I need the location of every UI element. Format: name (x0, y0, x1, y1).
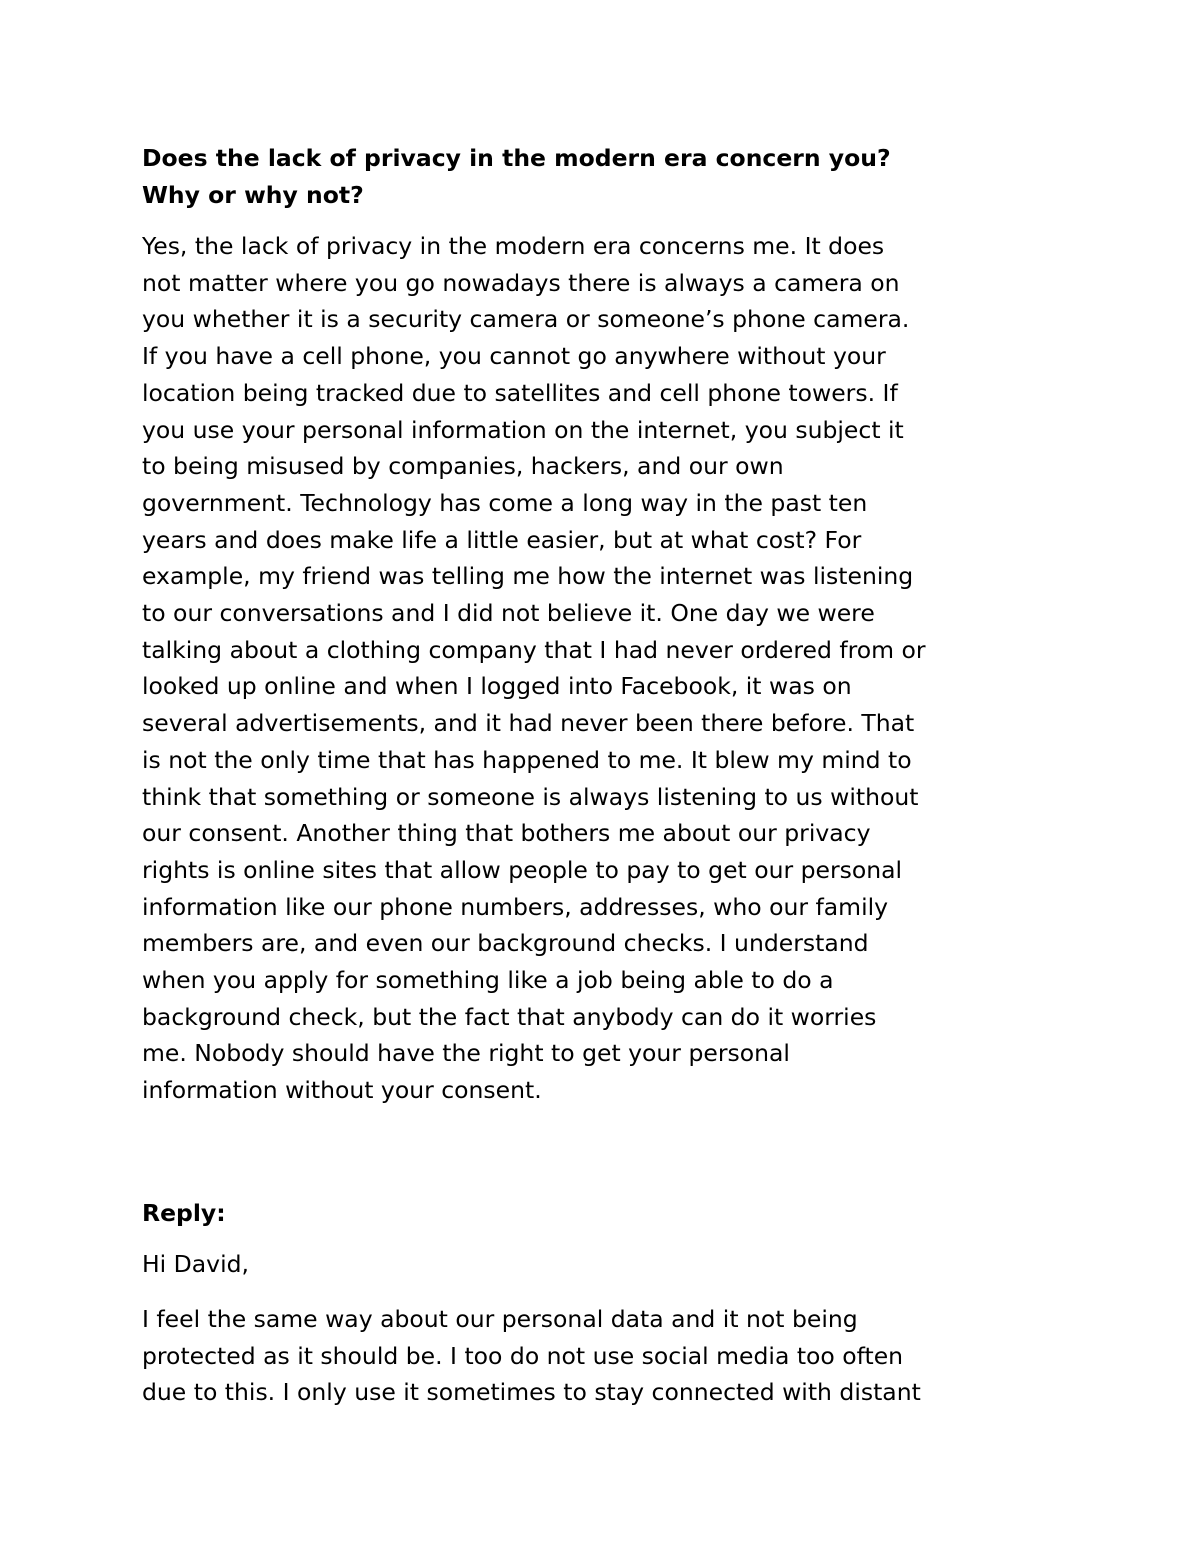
reply-line: I feel the same way about our personal data and it not being (142, 1304, 858, 1333)
answer-line: me. Nobody should have the right to get your personal (142, 1039, 790, 1068)
answer-line: think that something or someone is always listening to us without (142, 782, 919, 811)
answer-line: location being tracked due to satellites and cell phone towers. If (142, 378, 898, 407)
reply-paragraph (142, 1301, 1082, 1411)
reply-greeting: Hi David, (142, 1249, 249, 1278)
question-line: Why or why not? (142, 181, 364, 209)
answer-line: you use your personal information on the internet, you subject it (142, 415, 904, 444)
answer-line: not matter where you go nowadays there is always a camera on (142, 268, 900, 297)
answer-line: several advertisements, and it had never been there before. That (142, 709, 915, 738)
answer-line: to being misused by companies, hackers, and our own (142, 452, 784, 481)
reply-line: due to this. I only use it sometimes to stay connected with distant (142, 1378, 921, 1407)
document-body (142, 140, 1082, 1411)
answer-line: Yes, the lack of privacy in the modern era concerns me. It does (142, 232, 885, 260)
answer-line: information without your consent. (142, 1076, 542, 1105)
answer-line: is not the only time that has happened to me. It blew my mind to (142, 745, 912, 774)
answer-line: rights is online sites that allow people to pay to get our personal (142, 855, 903, 884)
answer-paragraph (142, 228, 1082, 1109)
answer-line: to our conversations and I did not believe it. One day we were (142, 599, 875, 628)
answer-line: example, my friend was telling me how the internet was listening (142, 562, 914, 591)
answer-line: talking about a clothing company that I had never ordered from or (142, 635, 926, 664)
answer-line: members are, and even our background checks. I understand (142, 929, 869, 958)
question-line: Does the lack of privacy in the modern era concern you? (142, 144, 891, 172)
reply-line: protected as it should be. I too do not use social media too often (142, 1341, 904, 1370)
answer-line: government. Technology has come a long way in the past ten (142, 488, 868, 517)
question-heading (142, 140, 1082, 214)
answer-line: you whether it is a security camera or someone’s phone camera. (142, 305, 910, 334)
answer-line: If you have a cell phone, you cannot go anywhere without your (142, 342, 886, 371)
answer-line: looked up online and when I logged into Facebook, it was on (142, 672, 852, 701)
reply-heading: Reply: (142, 1198, 226, 1227)
answer-line: information like our phone numbers, addresses, who our family (142, 892, 889, 921)
answer-line: when you apply for something like a job being able to do a (142, 966, 834, 995)
answer-line: years and does make life a little easier, but at what cost? For (142, 525, 862, 554)
answer-line: our consent. Another thing that bothers me about our privacy (142, 819, 871, 848)
answer-line: background check, but the fact that anybody can do it worries (142, 1002, 877, 1031)
